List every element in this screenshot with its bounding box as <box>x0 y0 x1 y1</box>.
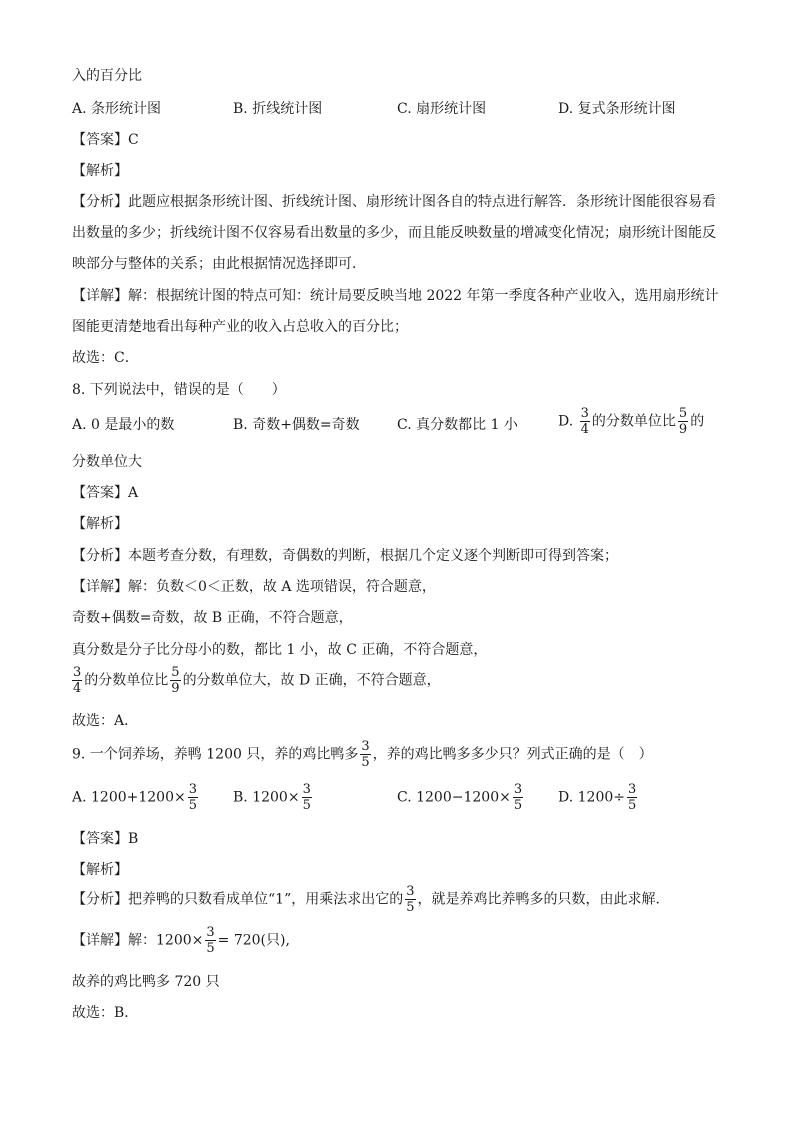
q8-detail-line-4 <box>72 665 441 696</box>
fraction-denominator: 5 <box>361 755 370 770</box>
q9-option-a-text: A. 1200+1200× <box>72 789 186 806</box>
fraction-numerator: 5 <box>171 665 180 680</box>
q9-analysis <box>72 884 670 915</box>
q9-analysis-b: ，就是养鸡比养鸭多的只数，由此求解． <box>417 891 670 908</box>
fraction-3-4 <box>72 665 82 696</box>
q9-stem-a: 9. 一个饲养场，养鸭 1200 只，养的鸡比鸭多 <box>72 746 359 763</box>
q8-option-d-mid: 的分数单位比 <box>591 413 676 430</box>
q7-option-a: A. 条形统计图 <box>72 101 162 117</box>
q8-option-a: A. 0 是最小的数 <box>72 417 175 433</box>
fraction-3-5 <box>405 884 415 915</box>
q9-detail-line-1 <box>72 925 290 956</box>
fraction-denominator: 4 <box>73 681 82 696</box>
q8-detail-line-2: 奇数+偶数=奇数，故 B 正确，不符合题意， <box>72 610 353 626</box>
q9-option-d <box>558 782 639 813</box>
q7-stem-tail: 入的百分比 <box>72 68 142 84</box>
q7-choice: 故选：C． <box>72 350 139 366</box>
fraction-3-5 <box>188 782 198 813</box>
fraction-numerator: 3 <box>580 406 589 421</box>
q8-option-c: C. 真分数都比 1 小 <box>397 417 518 433</box>
q9-answer: 【答案】B <box>72 831 139 847</box>
q9-stem <box>72 739 653 770</box>
fraction-numerator: 3 <box>628 782 637 797</box>
q7-option-d: D. 复式条形统计图 <box>558 101 676 117</box>
fraction-numerator: 3 <box>513 782 523 797</box>
q9-option-a <box>72 782 200 813</box>
q7-analysis-line-1: 【分析】此题应根据条形统计图、折线统计图、扇形统计图各自的特点进行解答．条形统计图能很容易看 <box>72 194 716 210</box>
q7-detail-line-1: 【详解】解：根据统计图的特点可知：统计局要反映当地 2022 年第一季度各种产业收入，选用扇形统计 <box>72 288 719 304</box>
fraction-denominator: 5 <box>206 941 215 956</box>
q8-analysis-title: 【解析】 <box>72 516 128 532</box>
q7-analysis-line-2: 出数量的多少；折线统计图不仅容易看出数量的多少，而且能反映数量的增减变化情况；扇形统计图能反 <box>72 225 716 241</box>
q9-detail-a: 【详解】解：1200× <box>72 932 204 949</box>
q9-option-c-text: C. 1200−1200× <box>397 789 511 806</box>
fraction-numerator: 5 <box>678 406 688 421</box>
q8-detail-4-mid: 的分数单位比 <box>84 672 169 689</box>
q9-option-b <box>233 782 314 813</box>
fraction-numerator: 3 <box>406 884 415 899</box>
q7-answer: 【答案】C <box>72 132 139 148</box>
fraction-3-5 <box>360 739 370 770</box>
fraction-numerator: 3 <box>188 782 198 797</box>
q9-option-b-text: B. 1200× <box>233 789 300 806</box>
fraction-3-4 <box>580 406 590 437</box>
fraction-numerator: 3 <box>302 782 311 797</box>
q8-option-d-suffix: 的 <box>690 413 705 430</box>
fraction-5-9 <box>678 406 688 437</box>
fraction-numerator: 3 <box>361 739 370 754</box>
q8-option-b: B. 奇数+偶数=奇数 <box>233 417 360 433</box>
q7-option-b: B. 折线统计图 <box>233 101 323 117</box>
fraction-3-5 <box>302 782 312 813</box>
fraction-denominator: 5 <box>513 798 523 813</box>
fraction-numerator: 3 <box>206 925 215 940</box>
fraction-denominator: 9 <box>171 681 180 696</box>
q8-stem: 8. 下列说法中，错误的是（ ） <box>72 382 286 398</box>
fraction-denominator: 5 <box>406 900 415 915</box>
fraction-denominator: 9 <box>678 422 688 437</box>
fraction-3-5 <box>205 925 215 956</box>
q8-answer: 【答案】A <box>72 485 139 501</box>
q9-stem-b: ，养的鸡比鸭多多少只？列式正确的是（ ） <box>372 746 653 763</box>
q7-analysis-line-3: 映部分与整体的关系；由此根据情况选择即可． <box>72 256 366 272</box>
q9-analysis-a: 【分析】把养鸭的只数看成单位“1”，用乘法求出它的 <box>72 891 404 908</box>
fraction-denominator: 5 <box>302 798 311 813</box>
q9-choice: 故选：B． <box>72 1005 139 1021</box>
fraction-denominator: 5 <box>188 798 198 813</box>
fraction-denominator: 5 <box>628 798 637 813</box>
q9-analysis-title: 【解析】 <box>72 862 128 878</box>
q9-detail-line-2: 故养的鸡比鸭多 720 只 <box>72 974 220 990</box>
q9-detail-b: = 720(只), <box>217 932 290 949</box>
q8-detail-4-end: 的分数单位大，故 D 正确，不符合题意， <box>182 672 441 689</box>
fraction-3-5 <box>513 782 523 813</box>
fraction-3-5 <box>627 782 637 813</box>
fraction-denominator: 4 <box>580 422 589 437</box>
q8-detail-line-3: 真分数是分子比分母小的数，都比 1 小，故 C 正确，不符合题意， <box>72 642 488 658</box>
q7-detail-line-2: 图能更清楚地看出每种产业的收入占总收入的百分比； <box>72 319 408 335</box>
q8-option-d-tail: 分数单位大 <box>72 454 142 470</box>
q8-option-d-prefix: D. <box>558 413 574 430</box>
q8-detail-line-1: 【详解】解：负数＜0＜正数，故 A 选项错误，符合题意， <box>72 579 436 595</box>
q7-analysis-title: 【解析】 <box>72 163 128 179</box>
fraction-numerator: 3 <box>73 665 82 680</box>
fraction-5-9 <box>170 665 180 696</box>
q9-option-c <box>397 782 525 813</box>
q9-option-d-text: D. 1200÷ <box>558 789 625 806</box>
q8-analysis: 【分析】本题考查分数，有理数，奇偶数的判断，根据几个定义逐个判断即可得到答案； <box>72 548 618 564</box>
q8-option-d <box>558 406 704 437</box>
q8-choice: 故选：A． <box>72 713 139 729</box>
q7-option-c: C. 扇形统计图 <box>397 101 487 117</box>
